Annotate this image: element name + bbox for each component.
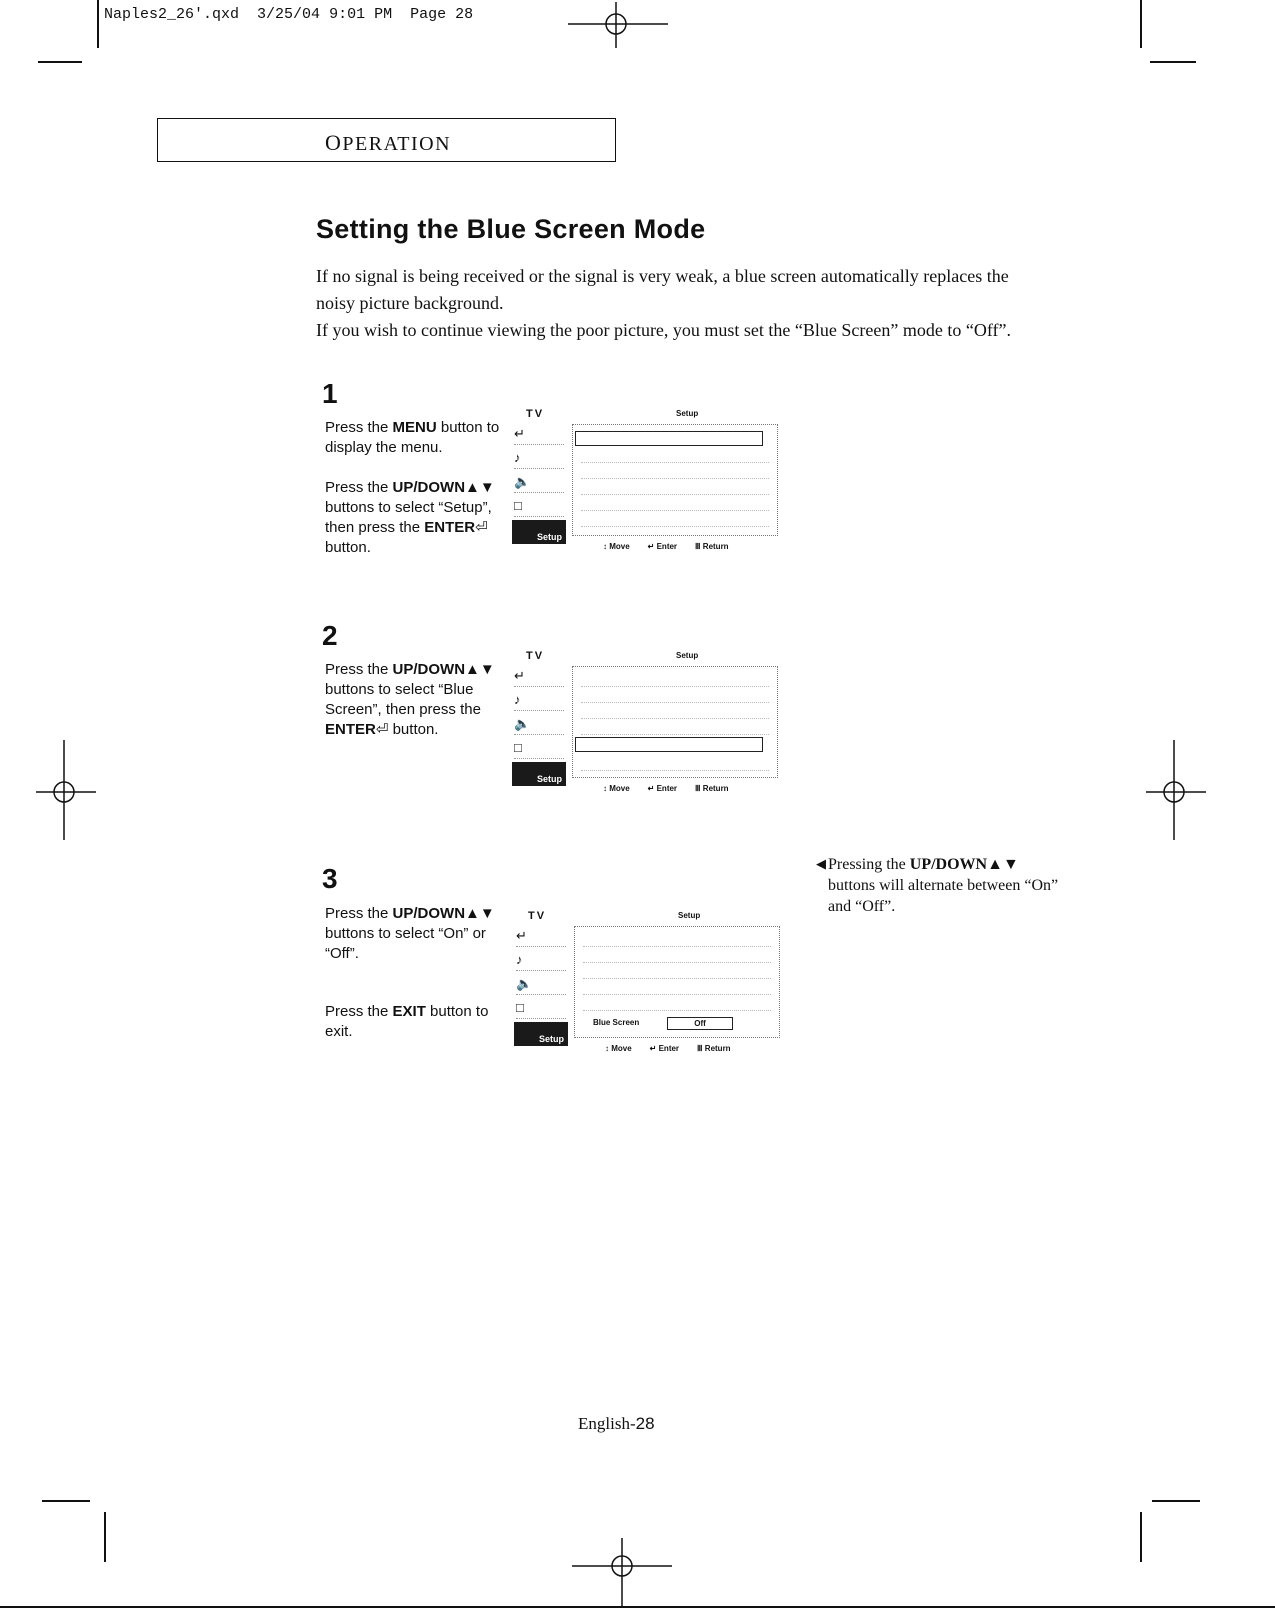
picture-icon: □ (514, 498, 564, 517)
file-slug: Naples2_26'.qxd 3/25/04 9:01 PM Page 28 (104, 6, 474, 23)
step-1-instruction-a: Press the MENU button to display the menu. (325, 419, 500, 456)
menu-row (581, 481, 769, 495)
screen-icon-column (510, 926, 572, 1044)
screen-setup-tab: Setup (514, 1022, 568, 1046)
antenna-icon: ↵ (514, 426, 564, 445)
step-1-screen (508, 408, 788, 558)
crop-mark-bottom-left-v (104, 1512, 106, 1562)
screen-tv-label: TV (526, 650, 545, 662)
page-title: Setting the Blue Screen Mode (316, 214, 706, 244)
screen-setup-tab: Setup (512, 520, 566, 544)
menu-row (581, 465, 769, 479)
menu-row (581, 705, 769, 719)
menu-row (581, 721, 769, 735)
step-3-instruction-a: Press the UP/DOWN▲▼ buttons to select “On” or “Off”. (325, 905, 495, 962)
screen-icon-column (508, 666, 570, 784)
intro-text (316, 263, 1016, 344)
side-note: Pressing the UP/DOWN▲▼ buttons will alternate between “On” and “Off”. (828, 856, 1059, 915)
screen-footer: ↕ Move ↵ Enter Ⅲ Return (605, 1044, 731, 1053)
menu-row (583, 981, 771, 995)
crop-mark-top-right-v (1140, 0, 1142, 48)
menu-row (581, 673, 769, 687)
step-3-text (325, 904, 507, 1042)
music-icon: ♪ (516, 952, 566, 971)
crop-mark-top-left-v (97, 0, 99, 48)
step-3-instruction-b: Press the EXIT button to exit. (325, 1003, 489, 1040)
screen-icon-column (508, 424, 570, 542)
step-2-text (325, 660, 507, 740)
blue-screen-label: Blue Screen (593, 1018, 640, 1027)
screen-setup-tab: Setup (512, 762, 566, 786)
menu-row (581, 449, 769, 463)
menu-row (583, 965, 771, 979)
registration-mark-right-icon (1146, 740, 1206, 840)
menu-row-highlighted (575, 431, 763, 446)
section-title: OPERATION (325, 130, 452, 155)
enter-icon: ⏎ (375, 721, 389, 738)
menu-row (583, 933, 771, 947)
music-icon: ♪ (514, 692, 564, 711)
sound-icon: 🔈 (514, 474, 564, 493)
note-arrow-icon: ◀ (816, 856, 826, 871)
step-3-screen (510, 910, 790, 1060)
step-2-screen (508, 650, 788, 800)
intro-paragraph-2: If you wish to continue viewing the poor picture, you must set the “Blue Screen” mode to “Off”. (316, 320, 1011, 340)
antenna-icon: ↵ (514, 668, 564, 687)
sound-icon: 🔈 (516, 976, 566, 995)
screen-footer: ↕ Move ↵ Enter Ⅲ Return (603, 542, 729, 551)
intro-paragraph-1: If no signal is being received or the signal is very weak, a blue screen automatically replaces the noisy picture background. (316, 266, 1009, 313)
step-1-text (325, 418, 507, 558)
enter-icon: ⏎ (475, 519, 488, 536)
screen-setup-label: Setup (678, 911, 701, 920)
step-2-instruction: Press the UP/DOWN▲▼ buttons to select “Blue Screen”, then press the ENTER⏎ button. (325, 661, 495, 738)
screen-menu-panel (572, 666, 778, 778)
step-3-number: 3 (322, 863, 338, 894)
screen-setup-label: Setup (676, 409, 699, 418)
crop-mark-top-right-h (1150, 61, 1196, 63)
picture-icon: □ (514, 740, 564, 759)
crop-mark-bottom-left-h (42, 1500, 90, 1502)
step-2-number: 2 (322, 620, 338, 651)
menu-row (581, 757, 769, 771)
menu-row-highlighted (575, 737, 763, 752)
sound-icon: 🔈 (514, 716, 564, 735)
antenna-icon: ↵ (516, 928, 566, 947)
step-1-number: 1 (322, 378, 338, 409)
menu-row (581, 689, 769, 703)
menu-row (583, 949, 771, 963)
step-1-instruction-b: Press the UP/DOWN▲▼ buttons to select “Setup”, then press the ENTER⏎ button. (325, 479, 495, 556)
screen-setup-label: Setup (676, 651, 699, 660)
blue-screen-popup-value: Off (667, 1017, 733, 1030)
screen-menu-panel (572, 424, 778, 536)
screen-tv-label: TV (526, 408, 545, 420)
menu-row (583, 997, 771, 1011)
crop-mark-bottom-right-h (1152, 1500, 1200, 1502)
screen-menu-panel (574, 926, 780, 1038)
page-footer: English-28 (578, 1414, 655, 1433)
menu-row (581, 513, 769, 527)
registration-mark-bottom-icon (572, 1538, 672, 1608)
menu-row (581, 497, 769, 511)
picture-icon: □ (516, 1000, 566, 1019)
crop-mark-bottom-right-v (1140, 1512, 1142, 1562)
screen-tv-label: TV (528, 910, 547, 922)
music-icon: ♪ (514, 450, 564, 469)
crop-mark-top-left-h (38, 61, 82, 63)
screen-footer: ↕ Move ↵ Enter Ⅲ Return (603, 784, 729, 793)
registration-mark-top-icon (568, 2, 668, 62)
registration-mark-left-icon (36, 740, 96, 840)
